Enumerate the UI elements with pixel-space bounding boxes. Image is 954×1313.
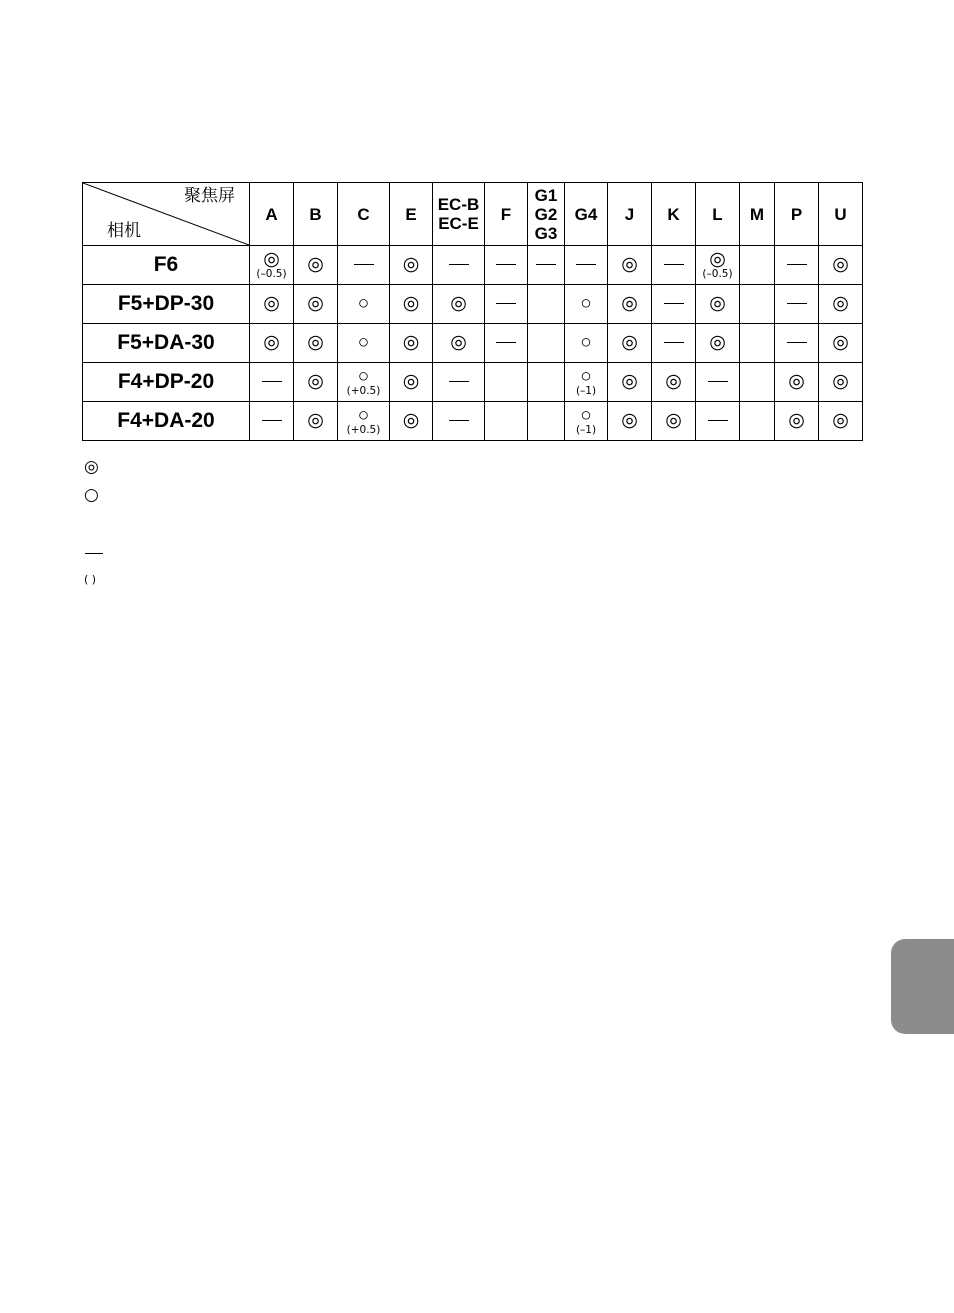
compatibility-mark-group (347, 406, 381, 436)
column-header (652, 183, 696, 246)
compatibility-mark-group (307, 372, 324, 391)
double-circle-mark: ◎ (307, 410, 324, 431)
column-header-label: G3 (534, 223, 558, 243)
double-circle-mark: ◎ (832, 371, 849, 392)
compatibility-mark-group (403, 255, 420, 274)
compatibility-cell (696, 246, 740, 285)
compatibility-mark-group (403, 372, 420, 391)
double-circle-mark: ◎ (621, 332, 638, 353)
not-compatible-dash (496, 342, 516, 343)
compatibility-cell (250, 324, 294, 363)
compatibility-cell (390, 285, 433, 324)
compatibility-cell (338, 285, 390, 324)
compatibility-cell (740, 285, 775, 324)
circle-mark: ○ (357, 332, 370, 353)
compatibility-cell (294, 324, 338, 363)
compatibility-cell (433, 363, 485, 402)
compatibility-mark-group (403, 411, 420, 430)
column-header-label: K (667, 204, 680, 224)
column-header-label: P (790, 204, 803, 224)
not-compatible-dash (664, 303, 684, 304)
compatibility-mark-group (263, 333, 280, 352)
compatibility-cell (485, 324, 528, 363)
column-header (696, 183, 740, 246)
column-header (528, 183, 565, 246)
compatibility-mark-group (403, 294, 420, 313)
compatibility-cell (565, 246, 608, 285)
compatibility-cell (819, 246, 863, 285)
compatibility-mark-group (832, 333, 849, 352)
not-compatible-dash (708, 420, 728, 421)
compatibility-cell (652, 402, 696, 441)
not-compatible-dash (354, 264, 374, 265)
compatibility-cell (740, 363, 775, 402)
compatibility-mark-group (832, 255, 849, 274)
compatibility-mark-group (832, 294, 849, 313)
compatibility-cell (608, 285, 652, 324)
double-circle-mark: ◎ (307, 293, 324, 314)
double-circle-mark: ◎ (621, 371, 638, 392)
compatibility-cell (696, 402, 740, 441)
not-compatible-dash (449, 381, 469, 382)
compatibility-cell (250, 402, 294, 441)
legend-dash (85, 553, 103, 554)
column-header-label: L (712, 204, 723, 224)
compatibility-cell (608, 363, 652, 402)
compatibility-cell (250, 285, 294, 324)
circle-mark: ○ (357, 293, 370, 314)
camera-name-cell: F6 (83, 246, 250, 285)
double-circle-mark: ◎ (402, 254, 420, 275)
double-circle-mark: ◎ (307, 371, 324, 392)
compatibility-mark-group (665, 411, 682, 430)
not-compatible-dash (787, 303, 807, 304)
compatibility-cell (433, 246, 485, 285)
compatibility-mark-group (709, 294, 726, 313)
compatibility-cell (696, 285, 740, 324)
compatibility-mark-group (347, 367, 381, 397)
compatibility-cell (528, 246, 565, 285)
column-header (819, 183, 863, 246)
compatibility-cell (390, 363, 433, 402)
table-row (83, 246, 863, 285)
compatibility-mark-group (788, 411, 805, 430)
column-header (565, 183, 608, 246)
legend-parentheses: ( ) (84, 573, 97, 586)
compatibility-cell (608, 402, 652, 441)
compatibility-cell (338, 246, 390, 285)
column-header (390, 183, 433, 246)
column-header-label: A (265, 204, 278, 224)
compatibility-cell (433, 324, 485, 363)
not-compatible-dash (787, 342, 807, 343)
compatibility-cell (485, 285, 528, 324)
circle-mark: ○ (580, 332, 592, 353)
column-header (775, 183, 819, 246)
column-header-label: EC-B (437, 195, 480, 214)
compatibility-cell (819, 324, 863, 363)
not-compatible-dash (576, 264, 596, 265)
double-circle-mark: ◎ (307, 254, 324, 275)
compatibility-mark-group (576, 367, 596, 397)
compatibility-mark-group (788, 372, 805, 391)
double-circle-mark: ◎ (832, 254, 849, 275)
double-circle-mark: ◎ (402, 293, 420, 314)
compatibility-cell (294, 285, 338, 324)
compatibility-mark-group (621, 333, 638, 352)
not-compatible-dash (449, 420, 469, 421)
double-circle-mark: ◎ (665, 410, 682, 431)
compatibility-cell (485, 402, 528, 441)
side-tab (891, 939, 954, 1034)
compatibility-mark-group (450, 333, 467, 352)
double-circle-mark: ◎ (665, 371, 682, 392)
correction-note: (–0.5) (702, 268, 733, 280)
compatibility-cell (390, 324, 433, 363)
double-circle-mark: ◎ (402, 371, 420, 392)
column-header-label: E (405, 204, 417, 224)
column-header-label: G2 (534, 204, 558, 224)
compatibility-cell (294, 363, 338, 402)
compatibility-cell (696, 324, 740, 363)
compatibility-mark-group (709, 333, 726, 352)
not-compatible-dash (262, 420, 282, 421)
compatibility-cell (433, 402, 485, 441)
double-circle-mark: ◎ (832, 293, 849, 314)
compatibility-mark-group (580, 294, 591, 313)
camera-name-cell: F4+DA-20 (83, 402, 250, 441)
compatibility-cell (390, 402, 433, 441)
compatibility-mark-group (450, 294, 467, 313)
not-compatible-dash (664, 342, 684, 343)
compatibility-cell (250, 246, 294, 285)
not-compatible-dash (262, 381, 282, 382)
camera-name-cell: F4+DP-20 (83, 363, 250, 402)
circle-mark: ○ (357, 405, 370, 426)
compatibility-cell (740, 324, 775, 363)
legend-double-circle: ◎ (84, 457, 99, 477)
not-compatible-dash (708, 381, 728, 382)
not-compatible-dash (449, 264, 469, 265)
not-compatible-dash (787, 264, 807, 265)
compatibility-mark-group (621, 294, 638, 313)
column-header (250, 183, 294, 246)
compatibility-cell (696, 363, 740, 402)
corner-header-cell (83, 183, 250, 246)
table-row (83, 402, 863, 441)
double-circle-mark: ◎ (621, 410, 638, 431)
compatibility-mark-group (307, 255, 324, 274)
column-header-label: F (500, 204, 512, 224)
table-row (83, 324, 863, 363)
double-circle-mark: ◎ (402, 332, 420, 353)
double-circle-mark: ◎ (709, 332, 726, 353)
double-circle-mark: ◎ (832, 332, 849, 353)
double-circle-mark: ◎ (307, 332, 324, 353)
circle-mark: ○ (357, 366, 370, 387)
compatibility-cell (390, 246, 433, 285)
circle-mark: ○ (580, 405, 592, 426)
double-circle-mark: ◎ (263, 249, 280, 270)
compatibility-cell (819, 363, 863, 402)
compatibility-cell (565, 363, 608, 402)
compatibility-cell (652, 285, 696, 324)
camera-name-cell: F5+DA-30 (83, 324, 250, 363)
compatibility-cell (338, 402, 390, 441)
compatibility-cell (775, 363, 819, 402)
not-compatible-dash (496, 303, 516, 304)
compatibility-cell (819, 402, 863, 441)
not-compatible-dash (664, 264, 684, 265)
compatibility-cell (652, 324, 696, 363)
double-circle-mark: ◎ (263, 293, 280, 314)
circle-mark: ○ (580, 293, 592, 314)
camera-label: 相机 (107, 221, 141, 241)
compatibility-cell (528, 363, 565, 402)
compatibility-cell (294, 402, 338, 441)
compatibility-cell (338, 324, 390, 363)
compatibility-mark-group (621, 411, 638, 430)
double-circle-mark: ◎ (709, 249, 726, 270)
compatibility-mark-group (358, 294, 369, 313)
column-header (740, 183, 775, 246)
compatibility-cell (294, 246, 338, 285)
column-header-label: EC-E (438, 214, 479, 233)
compatibility-mark-group (307, 294, 324, 313)
compatibility-cell (433, 285, 485, 324)
compatibility-cell (250, 363, 294, 402)
double-circle-mark: ◎ (788, 371, 805, 392)
column-header-label: J (624, 204, 635, 224)
compatibility-cell (485, 363, 528, 402)
camera-name-cell: F5+DP-30 (83, 285, 250, 324)
compatibility-mark-group (403, 333, 420, 352)
compatibility-mark-group (307, 411, 324, 430)
double-circle-mark: ◎ (621, 254, 638, 275)
column-header-label: C (357, 204, 370, 224)
compatibility-mark-group (263, 294, 280, 313)
compatibility-cell (775, 246, 819, 285)
legend-circle: ○ (84, 485, 99, 505)
correction-note: (–1) (575, 385, 597, 397)
not-compatible-dash (496, 264, 516, 265)
compatibility-mark-group (580, 333, 591, 352)
correction-note: (+0.5) (346, 385, 381, 397)
column-header-label: U (834, 204, 847, 224)
compatibility-cell (528, 402, 565, 441)
compatibility-cell (652, 246, 696, 285)
not-compatible-dash (536, 264, 556, 265)
compatibility-mark-group (307, 333, 324, 352)
compatibility-mark-group (576, 406, 596, 436)
column-header (294, 183, 338, 246)
circle-mark: ○ (580, 366, 592, 387)
compatibility-cell (485, 246, 528, 285)
correction-note: (–1) (575, 424, 597, 436)
double-circle-mark: ◎ (450, 332, 467, 353)
double-circle-mark: ◎ (621, 293, 638, 314)
correction-note: (–0.5) (256, 268, 287, 280)
double-circle-mark: ◎ (709, 293, 726, 314)
compatibility-cell (740, 402, 775, 441)
double-circle-mark: ◎ (832, 410, 849, 431)
compatibility-cell (775, 324, 819, 363)
compatibility-cell (565, 324, 608, 363)
double-circle-mark: ◎ (402, 410, 420, 431)
focusing-screen-compatibility-table (82, 182, 863, 441)
compatibility-cell (565, 402, 608, 441)
column-header (485, 183, 528, 246)
column-header-label: G4 (574, 204, 598, 224)
compatibility-cell (338, 363, 390, 402)
compatibility-cell (565, 285, 608, 324)
compatibility-cell (528, 285, 565, 324)
double-circle-mark: ◎ (450, 293, 467, 314)
correction-note: (+0.5) (346, 424, 381, 436)
double-circle-mark: ◎ (263, 332, 280, 353)
column-header (338, 183, 390, 246)
compatibility-mark-group (621, 372, 638, 391)
compatibility-mark-group (832, 411, 849, 430)
table-row (83, 285, 863, 324)
compatibility-cell (740, 246, 775, 285)
compatibility-mark-group (832, 372, 849, 391)
compatibility-mark-group (621, 255, 638, 274)
compatibility-mark-group (358, 333, 369, 352)
column-header-label: B (309, 204, 322, 224)
double-circle-mark: ◎ (788, 410, 805, 431)
focusing-screen-label: 聚焦屏 (184, 186, 235, 206)
table-body (83, 246, 863, 441)
compatibility-mark-group (256, 250, 286, 280)
compatibility-cell (775, 285, 819, 324)
compatibility-cell (819, 285, 863, 324)
column-header-label: G1 (534, 185, 558, 205)
column-header (433, 183, 485, 246)
compatibility-cell (528, 324, 565, 363)
compatibility-cell (608, 324, 652, 363)
compatibility-mark-group (702, 250, 732, 280)
compatibility-cell (608, 246, 652, 285)
compatibility-mark-group (665, 372, 682, 391)
compatibility-cell (652, 363, 696, 402)
header-row (83, 183, 863, 246)
compatibility-cell (775, 402, 819, 441)
column-header-label: M (749, 204, 765, 224)
table-row (83, 363, 863, 402)
column-header (608, 183, 652, 246)
